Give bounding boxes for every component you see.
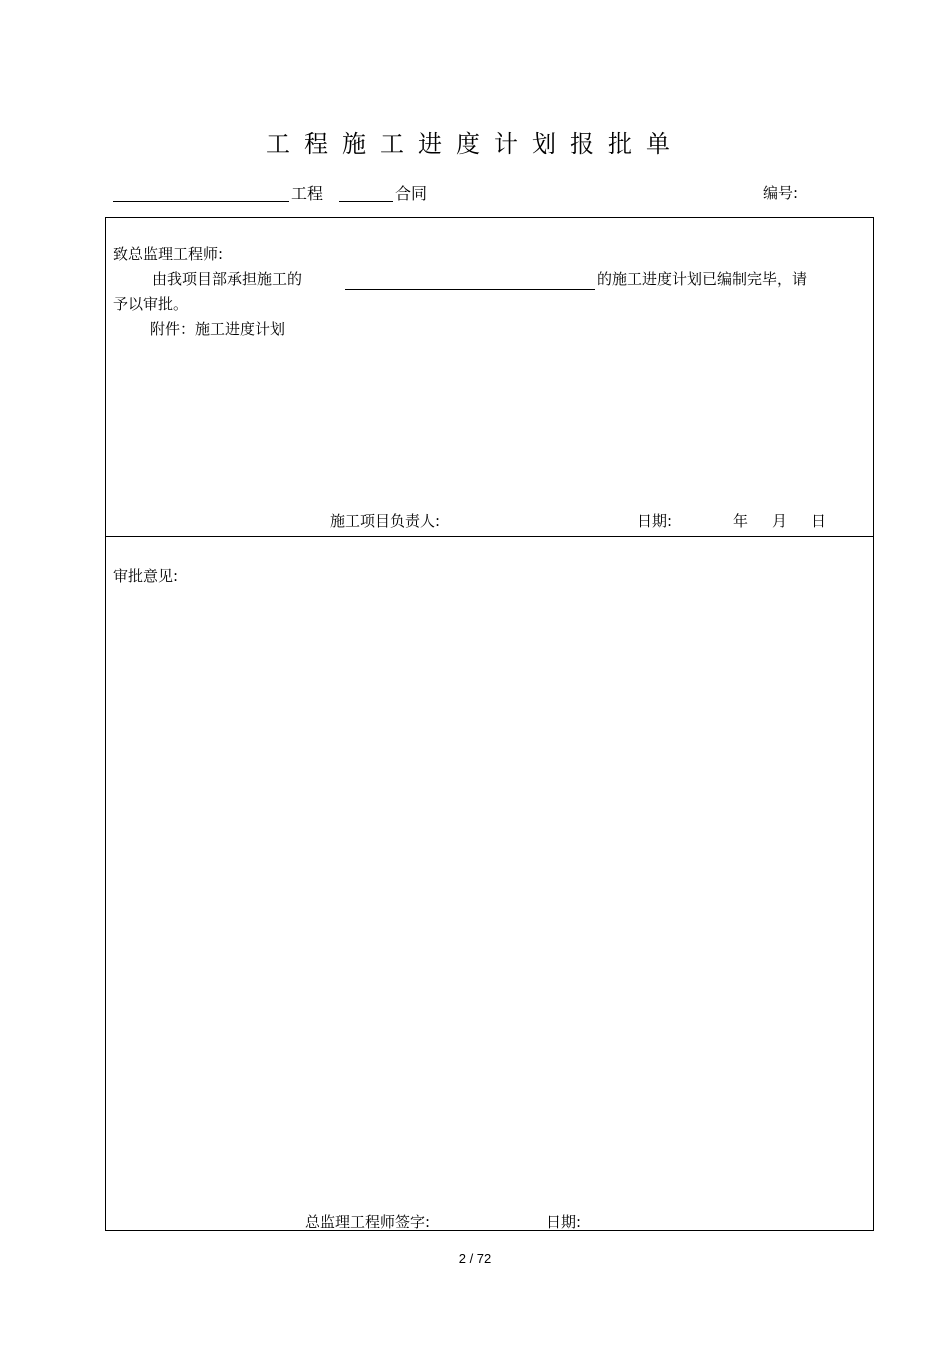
application-year: 年	[733, 512, 749, 530]
body-line2: 予以审批。	[113, 295, 189, 313]
application-date-label: 日期:	[637, 512, 673, 530]
project-suffix: 工程	[291, 184, 324, 203]
plan-name-blank[interactable]	[345, 289, 595, 290]
body-prefix: 由我项目部承担施工的	[152, 270, 303, 288]
approval-opinion-label: 审批意见:	[113, 567, 179, 585]
contract-suffix: 合同	[395, 184, 428, 203]
application-month: 月	[772, 512, 788, 530]
number-label: 编号:	[763, 184, 799, 202]
approval-date-label: 日期:	[546, 1213, 582, 1231]
section-divider	[106, 536, 873, 537]
chief-supervisor-signature-label: 总监理工程师签字:	[305, 1213, 431, 1231]
project-name-blank[interactable]	[113, 201, 289, 202]
form-table	[105, 217, 874, 1231]
page-number: 2 / 72	[458, 1251, 492, 1266]
contract-blank[interactable]	[339, 201, 393, 202]
attachment-note: 附件：施工进度计划	[150, 320, 286, 338]
page-title: 工程施工进度计划报批单	[266, 130, 684, 158]
project-manager-label: 施工项目负责人:	[330, 512, 441, 530]
body-suffix: 的施工进度计划已编制完毕，请	[597, 270, 808, 288]
application-day: 日	[811, 512, 827, 530]
addressee: 致总监理工程师:	[113, 245, 224, 263]
